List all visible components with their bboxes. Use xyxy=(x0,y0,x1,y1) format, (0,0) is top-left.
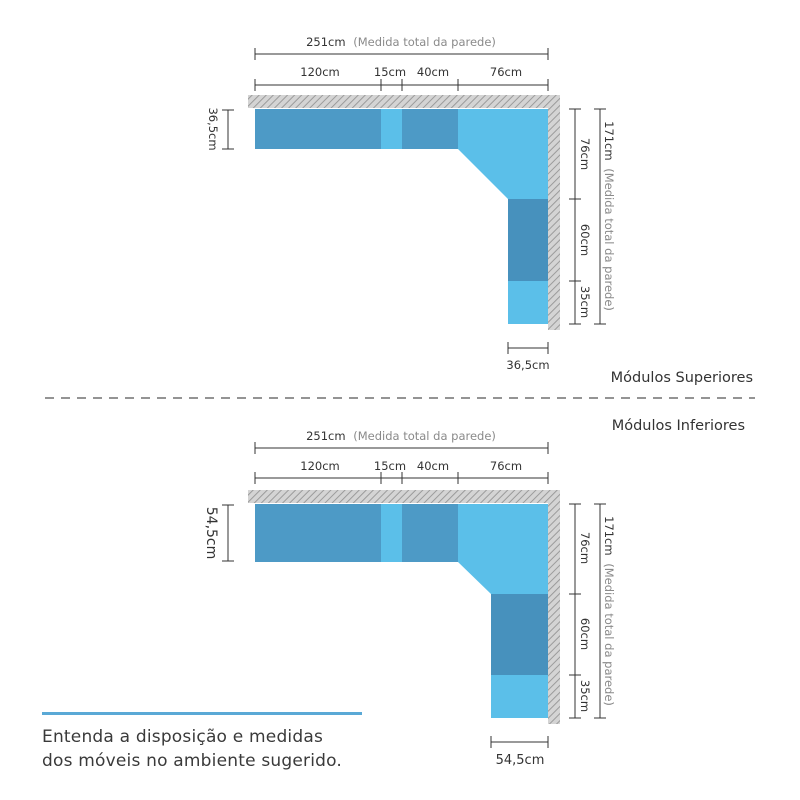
lower-width-label-1: 120cm xyxy=(300,459,340,473)
lower-right-total-dimension xyxy=(594,504,616,718)
svg-text:251cm (Medida total da xyxy=(306,35,496,49)
upper-right-label-1: 76cm xyxy=(578,137,592,171)
lower-module-corner xyxy=(458,504,548,594)
upper-segment-dimensions xyxy=(255,65,548,91)
lower-total-width-value: 251cm xyxy=(306,429,346,443)
lower-segment-dimensions xyxy=(255,459,548,484)
upper-module-60 xyxy=(508,199,548,281)
upper-total-width-dimension xyxy=(255,35,548,60)
upper-module-15 xyxy=(381,109,402,149)
lower-right-total-note: (Medida total da parede) xyxy=(602,563,616,706)
upper-depth-label: 36,5cm xyxy=(206,107,220,151)
lower-width-label-4: 76cm xyxy=(489,459,523,473)
upper-module-35 xyxy=(508,281,548,324)
upper-module-40 xyxy=(402,109,458,149)
svg-text:251cm (Medida total da xyxy=(306,429,496,443)
lower-total-width-dimension xyxy=(255,429,548,454)
lower-width-label-2: 15cm xyxy=(373,459,407,473)
lower-module-60 xyxy=(491,594,548,675)
upper-right-total-value: 171cm xyxy=(602,121,616,161)
lower-right-segment-dimensions xyxy=(569,504,592,718)
upper-right-label-2: 60cm xyxy=(578,223,592,257)
upper-right-total-note: (Medida total da parede) xyxy=(602,168,616,311)
upper-total-width-value: 251cm xyxy=(306,35,346,49)
upper-total-width-note: (Medida total da parede) xyxy=(353,35,496,49)
lower-module-35 xyxy=(491,675,548,718)
lower-right-total-value: 171cm xyxy=(602,516,616,556)
upper-right-total-dimension xyxy=(594,109,616,324)
lower-module-40 xyxy=(402,504,458,562)
caption-line-2: dos móveis no ambiente sugerido. xyxy=(42,751,343,771)
lower-right-label-3: 35cm xyxy=(578,679,592,713)
upper-depth-dimension xyxy=(206,107,234,150)
lower-depth-dimension xyxy=(203,505,234,561)
lower-section-title: Módulos Inferiores xyxy=(611,418,745,434)
lower-module-15 xyxy=(381,504,402,562)
caption-accent-rule xyxy=(42,712,362,715)
lower-bottom-depth-label: 54,5cm xyxy=(495,753,545,768)
upper-bottom-depth-label: 36,5cm xyxy=(506,358,550,372)
upper-right-label-3: 35cm xyxy=(578,285,592,319)
lower-depth-label: 54,5cm xyxy=(203,506,219,560)
lower-total-width-note: (Medida total da parede) xyxy=(353,429,496,443)
upper-right-segment-dimensions xyxy=(569,109,592,324)
upper-width-label-4: 76cm xyxy=(489,65,523,79)
lower-bottom-depth-dimension xyxy=(491,736,548,768)
lower-right-label-2: 60cm xyxy=(578,617,592,651)
svg-text:171cm (Medida total da xyxy=(602,121,616,311)
lower-right-label-1: 76cm xyxy=(578,531,592,565)
upper-width-label-1: 120cm xyxy=(300,65,340,79)
svg-text:171cm (Medida total da xyxy=(602,516,616,706)
upper-width-label-3: 40cm xyxy=(416,65,450,79)
upper-module-corner xyxy=(458,109,548,199)
upper-section xyxy=(206,35,753,386)
upper-bottom-depth-dimension xyxy=(506,342,549,372)
upper-width-label-2: 15cm xyxy=(373,65,407,79)
lower-module-120 xyxy=(255,504,381,562)
caption xyxy=(42,712,402,773)
lower-width-label-3: 40cm xyxy=(416,459,450,473)
upper-section-title: Módulos Superiores xyxy=(610,370,753,386)
caption-line-1: Entenda a disposição e medidas xyxy=(42,727,324,747)
upper-module-120 xyxy=(255,109,381,149)
